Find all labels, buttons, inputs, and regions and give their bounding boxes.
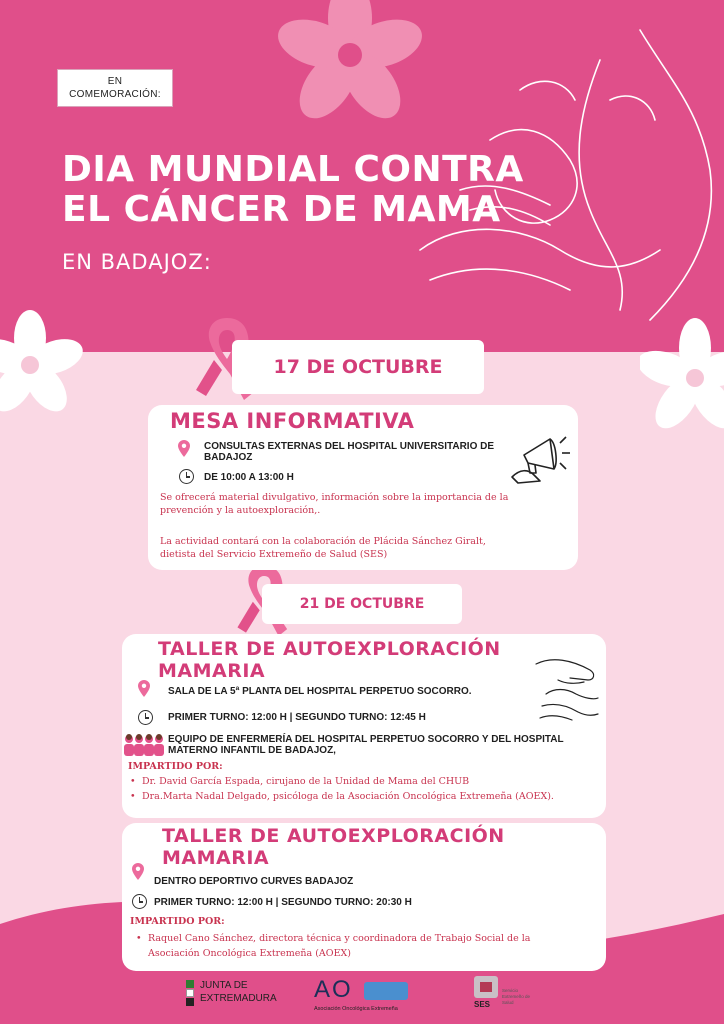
event-card-taller-1 [122,634,606,818]
event1-desc-line1: Se ofrecerá material divulgativo, información sobre la importancia de la [160,492,509,503]
event3-title-line1: TALLER DE AUTOEXPLORACIÓN [162,825,505,847]
page-subtitle: EN BADAJOZ: [62,250,212,274]
event-date-1: 17 DE OCTUBRE [232,340,484,394]
aoex-logo [312,976,412,1014]
event3-time: PRIMER TURNO: 12:00 H | SEGUNDO TURNO: 20:30 H [154,897,412,908]
event-date-2: 21 DE OCTUBRE [262,584,462,624]
list-item: • Dr. David García Espada, cirujano de la Unidad de Mama del CHUB [130,774,554,789]
junta-logo-line1: JUNTA DE [200,980,248,991]
junta-logo-line2: EXTREMADURA [200,993,277,1004]
event3-speaker-line2: Asociación Oncológica Extremeña (AOEX) [148,948,351,959]
list-item [136,931,530,961]
event1-desc-line2: prevención y la autoexploración,. [160,505,321,516]
commemoration-tag [57,69,173,107]
event1-time: DE 10:00 A 13:00 H [204,472,294,483]
event3-speaker-line1: • Raquel Cano Sánchez, directora técnica y coordinadora de Trabajo Social de la [148,933,531,944]
event2-speaker-list [130,774,554,804]
event2-title [158,638,501,682]
clock-icon [138,710,153,725]
title-line2: EL CÁNCER DE MAMA [62,189,501,230]
hands-line-art-icon [532,654,602,724]
ses-logo [474,976,534,1016]
location-pin-icon [132,863,144,880]
event2-imparted-label: IMPARTIDO POR: [128,761,223,772]
event1-collab-line1: La actividad contará con la colaboración de Plácida Sánchez Giralt, [160,536,486,547]
megaphone-icon [510,425,574,485]
event1-collab-line2: dietista del Servicio Extremeño de Salud (SES) [160,549,388,560]
aoex-logo-block [364,982,408,1000]
clock-icon [179,469,194,484]
event1-title: MESA INFORMATIVA [170,409,415,433]
ses-logo-mark: SES [474,1000,491,1009]
event2-location: SALA DE LA 5ª PLANTA DEL HOSPITAL PERPETUO SOCORRO. [168,686,472,697]
junta-logo-text [200,979,277,1005]
event3-location: DENTRO DEPORTIVO CURVES BADAJOZ [154,876,354,887]
event2-team-line1: EQUIPO DE ENFERMERÍA DEL HOSPITAL PERPETUO SOCORRO Y DEL HOSPITAL [168,734,564,745]
page-title [62,150,582,230]
junta-extremadura-logo [186,978,286,1012]
event2-team-line2: MATERNO INFANTIL DE BADAJOZ, [168,745,336,756]
event3-title [162,825,505,869]
event2-team [168,734,564,756]
tag-line2: COMEMORACIÓN: [69,89,161,100]
aoex-logo-mark: AO [314,976,353,1003]
event3-speaker-list [136,931,530,961]
event2-title-line2: MAMARIA [158,660,266,682]
list-item: • Dra.Marta Nadal Delgado, psicóloga de la Asociación Oncológica Extremeña (AOEX). [130,789,554,804]
event3-title-line2: MAMARIA [162,847,270,869]
event1-location-line2: BADAJOZ [204,452,253,463]
event1-collaboration [160,535,486,561]
nurses-team-icon [122,732,164,756]
ses-logo-subtitle: Servicio Extremeño de Salud [502,988,531,1005]
aoex-logo-subtitle: Asociación Oncológica Extremeña [314,1006,398,1012]
event2-title-line1: TALLER DE AUTOEXPLORACIÓN [158,638,501,660]
event2-time: PRIMER TURNO: 12:00 H | SEGUNDO TURNO: 12:45 H [168,712,426,723]
location-pin-icon [138,680,150,697]
white-flower-icon [0,310,90,420]
title-line1: DIA MUNDIAL CONTRA [62,149,524,190]
event1-description [160,491,508,517]
event-card-taller-2 [122,823,606,971]
event-card-mesa-informativa [148,405,578,570]
event3-imparted-label: IMPARTIDO POR: [130,916,225,927]
white-flower-icon [640,318,724,438]
location-pin-icon [178,440,190,457]
tag-line1: EN [107,76,123,87]
event1-location [204,441,494,463]
clock-icon [132,894,147,909]
event1-location-line1: CONSULTAS EXTERNAS DEL HOSPITAL UNIVERSITARIO DE [204,441,495,452]
